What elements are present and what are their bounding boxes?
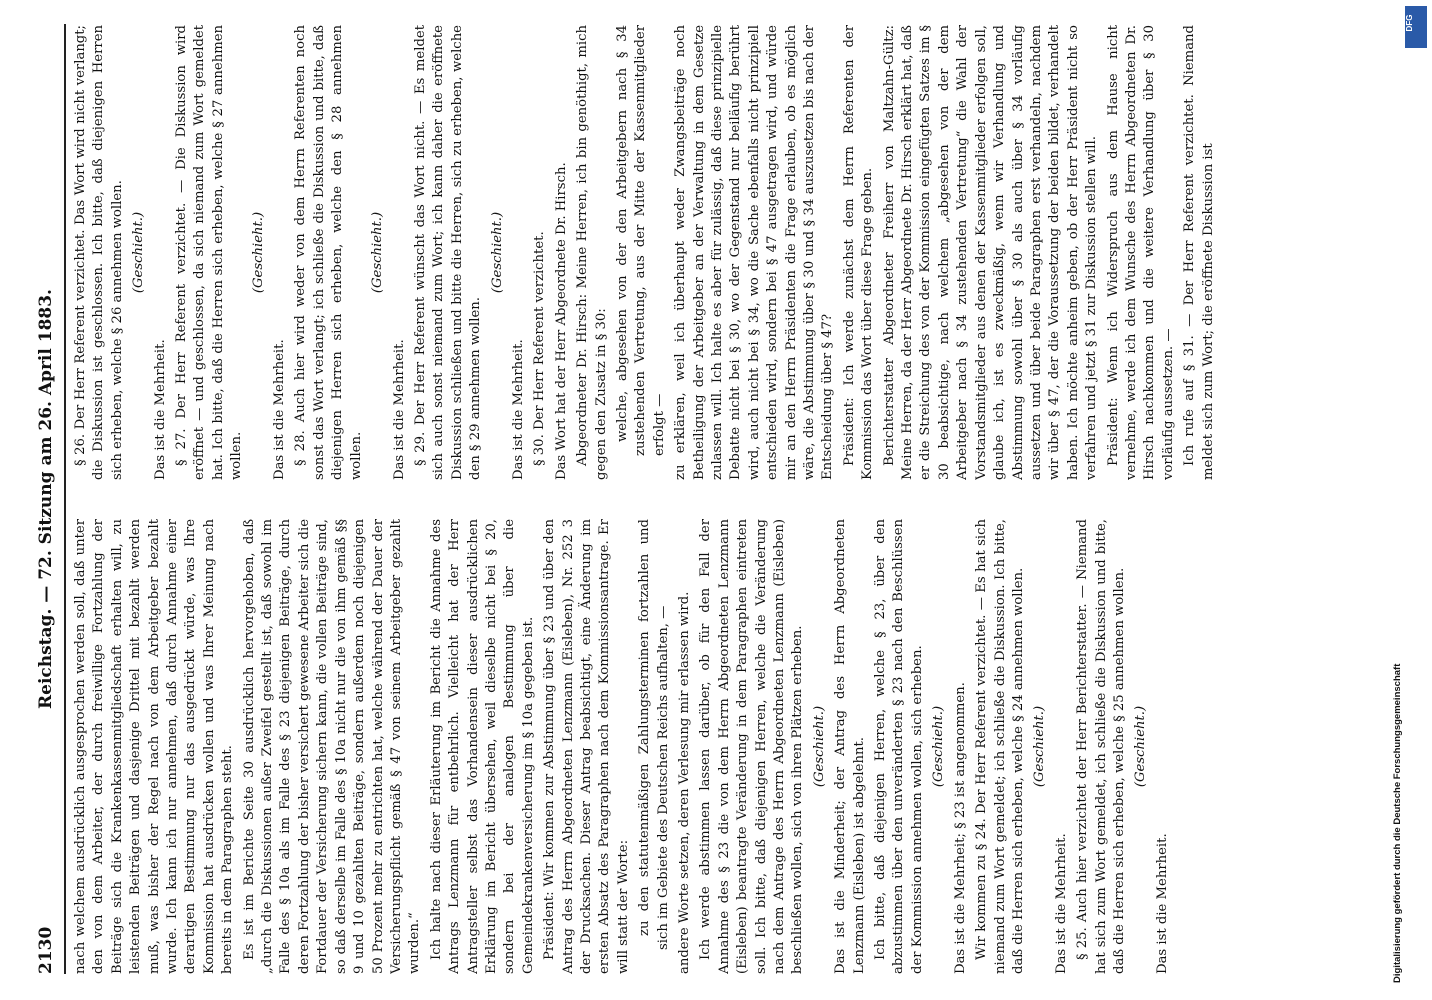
page-number: 2130 <box>36 926 56 974</box>
paragraph: Das ist die Mehrheit. <box>1053 833 1069 974</box>
stage-direction: (Geschieht.) <box>489 211 505 294</box>
quoted-text: zu den statutenmäßigen Zahlungsterminen fortzahlen und sich im Gebiete des Deutschen Reichs aufhalten, — <box>637 519 671 950</box>
stage-direction: (Geschieht.) <box>131 211 147 294</box>
stage-direction: (Geschieht.) <box>931 705 947 788</box>
paragraph: nach welchem ausdrücklich ausgesprochen werden soll, daß unter den von dem Arbeiter, der durch freiwillige Fortzahlung der Beiträge sich die Krankenkassenmitgliedschaft erhalten will, zu leistenden Beiträgen und dasjenige Drittel mit bezahlt werden muß, was bisher der Regel nach von dem Arbeitgeber bezahlt wurde. Ich kann ich nur annehmen, daß durch Annahme einer derartigen Bestimmung nur das ausgedrückt würde, was Ihre Kommission hat ausdrücken wollen und was Ihrer Meinung nach bereits in dem Paragraphen steht. <box>73 519 236 974</box>
paragraph: § 30. Der Herr Referent verzichtet. <box>532 231 548 466</box>
paragraph: Ich bitte, daß diejenigen Herren, welche § 23, über den abzustimmen über den unveränderten § 23 nach den Beschlüssen der Kommission annehmen wollen, sich erheben. <box>873 519 925 974</box>
paragraph: § 29. Der Herr Referent wünscht das Wort nicht. — Es meldet sich auch sonst niemand zum Wort; ich kann daher die eröffnete Diskussion schließen und bitte die Herren, sich zu erheben, welche den § 29 annehmen wollen. <box>412 25 484 480</box>
paragraph: Das ist die Mehrheit. <box>510 339 526 480</box>
paragraph: § 27. Der Herr Referent verzichtet. — Die Diskussion wird eröffnet — und geschlossen, da sich niemand zum Wort gemeldet hat. Ich bitte, daß die Herren sich erheben, welche § 27 annehmen wollen. <box>174 25 245 480</box>
running-title: Reichstag. — 72. Sitzung am 26. April 1883. <box>36 289 56 709</box>
paragraph: Das ist die Mehrheit. <box>391 339 407 480</box>
paragraph: Wir kommen zu § 24. Der Herr Referent verzichtet. — Es hat sich niemand zum Wort gemeldet; ich schließe die Diskussion. Ich bitte, daß die Herren sich erheben, welche § 24 annehmen wollen. <box>974 519 1026 974</box>
dfg-logo <box>1405 6 1427 48</box>
paragraph: Ich werde abstimmen lassen darüber, ob für den Fall der Annahme des § 23 die von dem Herrn Abgeordneten Lenzmann (Eisleben) beantragte Veränderung in dem Paragraphen eintreten soll. Ich bitte, daß diejenigen Herren, welche die Veränderung nach dem Antrage des Herrn Abgeordneten Lenzmann (Eisleben) beschließen wollen, sich von ihren Plätzen erheben. <box>698 519 806 974</box>
paragraph: Das ist die Minderheit; der Antrag des Herrn Abgeordneten Lenzmann (Eisleben) ist abgelehnt. <box>833 519 867 974</box>
paragraph: andere Worte setzen, deren Verlesung mir erlassen wird. <box>677 591 692 974</box>
paragraph: Es ist im Berichte Seite 30 ausdrücklich hervorgehoben, daß „durch die Diskussionen außer Zweifel gestellt ist, daß sowohl im Falle des § 10a als im Falle des § 23 diejenigen Beiträge, durch deren Fortzahlung der bisher versichert gewesene Arbeiter sich die Fortdauer der Versicherung sichern kann, die vollen Beiträge sind, so daß derselbe im Falle des § 10a nicht nur die von ihm gemäß §§ 9 und 10 gezahlten Beiträge, sondern außerdem noch diejenigen 50 Prozent mehr zu entrichten hat, welche während der Dauer der Versicherungspflicht gemäß § 47 von seinem Arbeitgeber gezahlt wurden.“ <box>241 519 423 974</box>
paragraph: Ich halte nach dieser Erläuterung im Bericht die Annahme des Antrags Lenzmann für entbehrlich. Vielleicht hat der Herr Antragsteller selbst das Vorhandensein dieser ausdrücklichen Erklärung im Bericht übersehen, weil dieselbe nicht bei § 20, sondern bei der analogen Bestimmung über die Gemeindekrankenversicherung im § 10a gegeben ist. <box>428 519 536 974</box>
paragraph: Das Wort hat der Herr Abgeordnete Dr. Hirsch. <box>553 162 569 480</box>
quoted-text: welche, abgesehen von der den Arbeitgebern nach § 34 zustehenden Vertretung, aus der Mitte der Kassenmitglieder erfolgt — <box>614 25 667 456</box>
rotated-text-sheet <box>20 20 1390 980</box>
header-rule <box>64 24 66 974</box>
dfg-logo-text: DFG <box>1405 14 1414 32</box>
paragraph: Das ist die Mehrheit. <box>152 339 168 480</box>
paragraph: § 28. Auch hier wird weder von dem Herrn Referenten noch sonst das Wort verlangt; ich schließe die Diskussion und bitte, daß diejenigen Herren sich erheben, welche den § 28 annehmen wollen. <box>293 25 364 480</box>
stage-direction: (Geschieht.) <box>250 211 266 294</box>
stage-direction: (Geschieht.) <box>370 211 386 294</box>
paragraph: zu erklären, weil ich überhaupt weder Zwangsbeiträge noch Betheiligung der Arbeitgeber an der Verwaltung in dem Gesetze zulassen will. Ich halte es aber für zulässig, daß diese prinzipielle Debatte nicht bei § 30, wo der Gegenstand nur beiläufig berührt wird, auch nicht bei § 34, wo die Sache ebenfalls nicht prinzipiell entschieden wird, sondern bei § 47 ausgetragen wird, und würde mir an den Herrn Präsidenten die Frage erlauben, ob es möglich wäre, die Abstimmung über § 30 und § 34 auszusetzen bis nach der Entscheidung über § 47? <box>673 25 836 480</box>
credit-text: Digitalisierung gefördert durch die Deutsche Forschungsgemeinschaft <box>1392 663 1403 983</box>
page-header <box>36 24 62 974</box>
left-column <box>72 519 1382 974</box>
paragraph: Ich rufe auf § 31. — Der Herr Referent verzichtet. Niemand meldet sich zum Wort; die eröffnete Diskussion ist <box>1182 25 1216 480</box>
paragraph: § 26. Der Herr Referent verzichtet. Das Wort wird nicht verlangt; die Diskussion ist geschlossen. Ich bitte, daß diejenigen Herren sich erheben, welche § 26 annehmen wollen. <box>73 25 125 480</box>
paragraph: § 25. Auch hier verzichtet der Herr Berichterstatter. — Niemand hat sich zum Wort gemeldet, ich schließe die Diskussion und bitte, daß die Herren sich erheben, welche § 25 annehmen wollen. <box>1075 519 1127 974</box>
stage-direction: (Geschieht.) <box>1032 705 1048 788</box>
stage-direction: (Geschieht.) <box>811 705 827 788</box>
stage-direction: (Geschieht.) <box>1133 705 1149 788</box>
digitization-credit <box>1392 20 1432 995</box>
paragraph: Das ist die Mehrheit; § 23 ist angenommen. <box>952 682 968 974</box>
right-column <box>72 25 1382 480</box>
paragraph: Präsident: Ich werde zunächst dem Herrn Referenten der Kommission das Wort über diese Frage geben. <box>841 25 876 480</box>
paragraph: Präsident: Wenn ich Widerspruch aus dem Hause nicht vernehme, werde ich dem Wunsche des Herrn Abgeordneten Dr. Hirsch nachkommen und die weitere Verhandlung über § 30 vorläufig aussetzen. — <box>1105 25 1176 480</box>
paragraph: Berichterstatter Abgeordneter Freiherr von Maltzahn-Gültz: Meine Herren, da der Herr Abgeordnete Dr. Hirsch erklärt hat, daß er die Streichung des von der Kommission eingefügten Satzes im § 30 beabsichtige, nach welchem „abgesehen von der dem Arbeitgeber nach § 34 zustehenden Vertretung“ die Wahl der Vorstandsmitglieder aus denen der Kassenmitglieder erfolgen soll, glaube ich, ist es zweckmäßig, wenn wir Verhandlung und Abstimmung sowohl über § 30 als auch über § 34 vorläufig aussetzen und über beide Paragraphen erst verhandeln, nachdem wir über § 47, der die Voraussetzung der beiden bildet, verhandelt haben. Ich möchte anheim geben, ob der Herr Präsident nicht so verfahren und jetzt § 31 zur Diskussion stellen will. <box>881 25 1100 480</box>
paragraph: Abgeordneter Dr. Hirsch: Meine Herren, ich bin genöthigt, mich gegen den Zusatz in § 30: <box>575 25 609 480</box>
paragraph: Das ist die Mehrheit. <box>272 339 288 480</box>
paragraph: Präsident: Wir kommen zur Abstimmung über § 23 und über den Antrag des Herrn Abgeordneten Lenzmann (Eisleben), Nr. 252 3 der Drucksachen. Dieser Antrag beabsichtigt, eine Änderung im ersten Absatz des Paragraphen nach dem Kommissionsantrage. Er will statt der Worte: <box>542 519 631 974</box>
paragraph: Das ist die Mehrheit. <box>1154 833 1170 974</box>
